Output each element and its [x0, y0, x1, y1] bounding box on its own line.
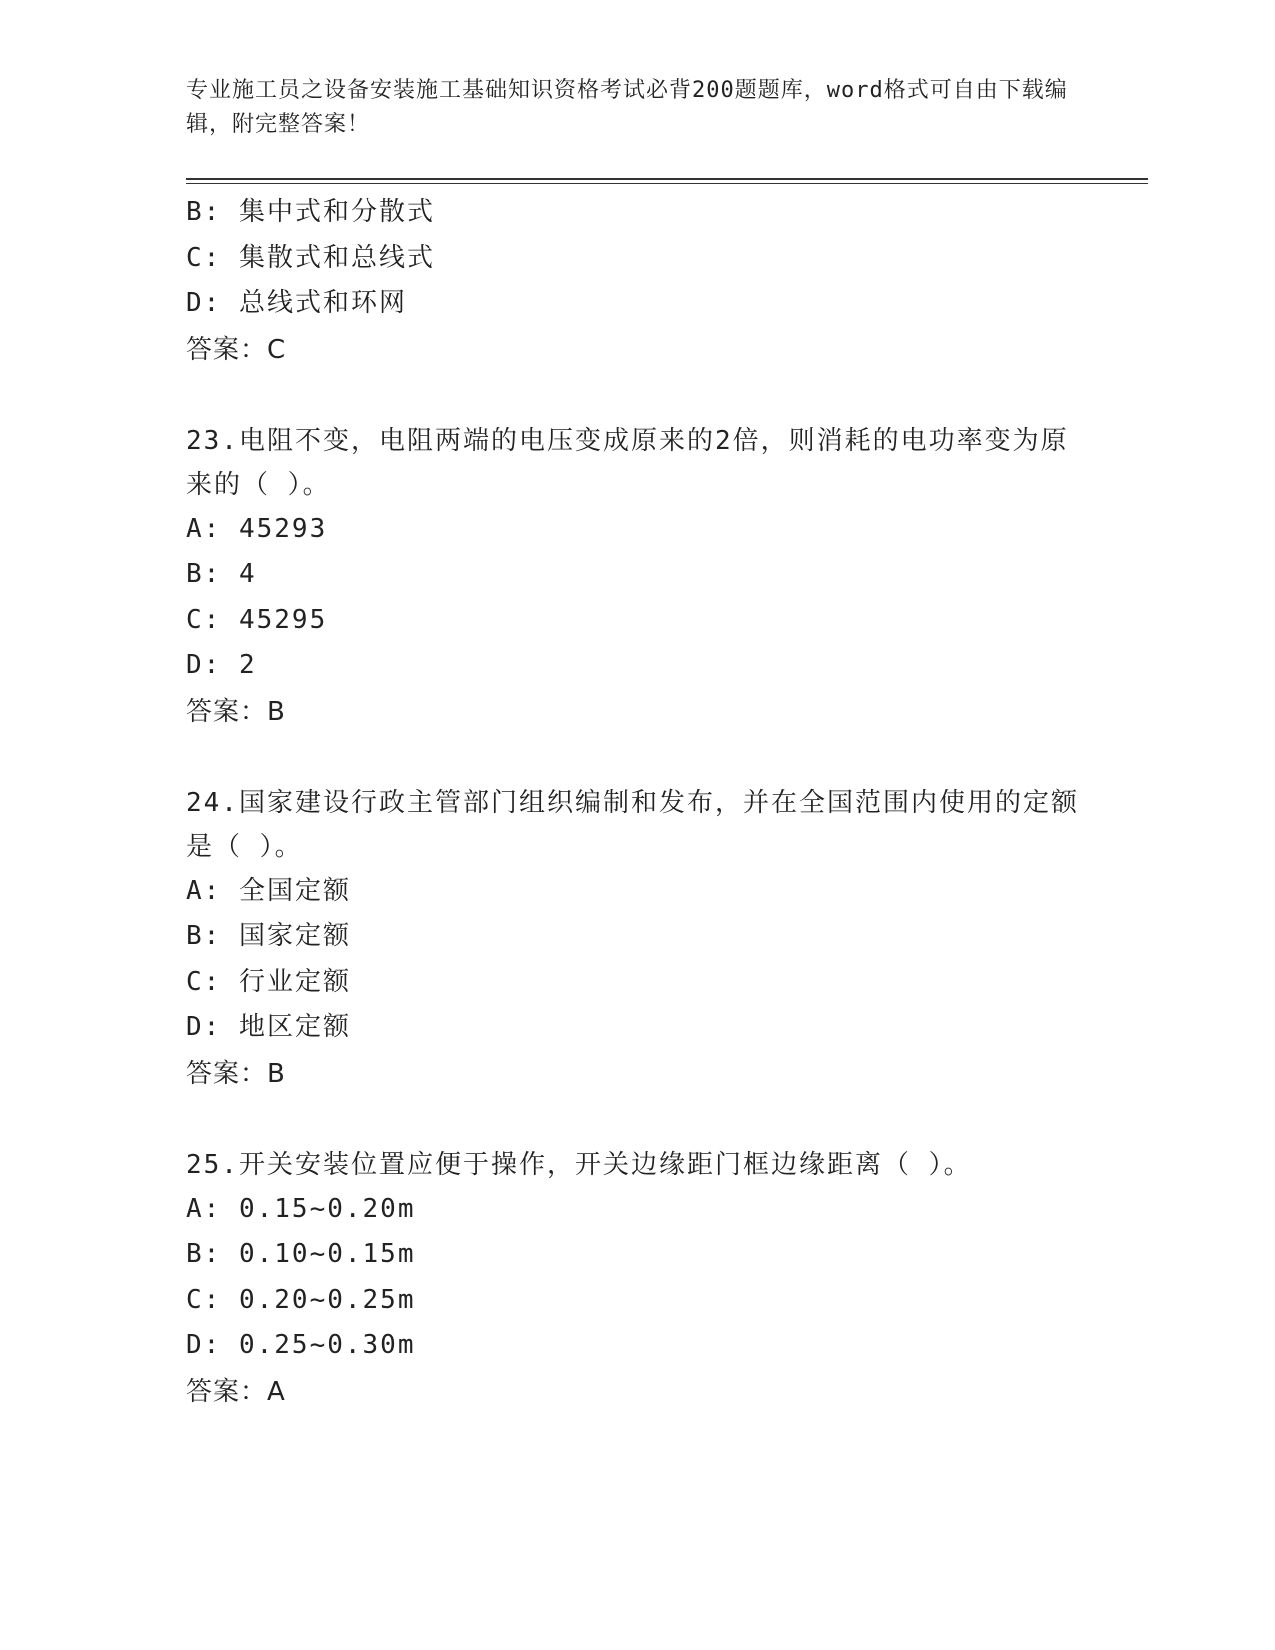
answer-line: 答案：B	[186, 1058, 286, 1089]
block-spacer	[186, 1097, 1086, 1143]
question-text: 24.国家建设行政主管部门组织编制和发布，并在全国范围内使用的定额是（ ）。	[186, 787, 1079, 862]
question-block-continued	[186, 190, 1086, 373]
option-d: D: 2	[186, 650, 257, 680]
answer-line: 答案：B	[186, 696, 286, 727]
option-a: A: 全国定额	[186, 875, 351, 906]
answer-line: 答案：C	[186, 334, 287, 365]
block-spacer	[186, 373, 1086, 419]
option-a: A: 0.15~0.20m	[186, 1193, 416, 1224]
question-block-23	[186, 419, 1086, 735]
option-c: C: 行业定额	[186, 966, 351, 997]
block-spacer	[186, 735, 1086, 781]
option-d: D: 地区定额	[186, 1012, 351, 1042]
header-divider-thin	[186, 183, 1148, 184]
question-text: 25.开关安装位置应便于操作，开关边缘距门框边缘距离（ ）。	[186, 1149, 972, 1180]
question-text: 23.电阻不变，电阻两端的电压变成原来的2倍，则消耗的电功率变为原来的（ ）。	[186, 425, 1069, 500]
question-content	[186, 190, 1086, 1415]
answer-line: 答案：A	[186, 1376, 286, 1407]
option-d: D: 总线式和环网	[186, 288, 407, 318]
header-intro-text: 专业施工员之设备安装施工基础知识资格考试必背200题题库，word格式可自由下载编辑，附完整答案！	[186, 78, 1068, 137]
option-b: B: 4	[186, 559, 257, 589]
option-c: C: 45295	[186, 604, 328, 635]
question-block-25	[186, 1143, 1086, 1415]
option-c: C: 0.20~0.25m	[186, 1284, 416, 1315]
header-divider-thick	[186, 178, 1148, 180]
option-b: B: 国家定额	[186, 921, 351, 951]
option-b: B: 集中式和分散式	[186, 197, 435, 227]
option-d: D: 0.25~0.30m	[186, 1330, 416, 1360]
option-c: C: 集散式和总线式	[186, 242, 435, 273]
option-b: B: 0.10~0.15m	[186, 1239, 416, 1269]
question-block-24	[186, 781, 1086, 1097]
option-a: A: 45293	[186, 513, 328, 544]
document-header	[186, 74, 1086, 142]
